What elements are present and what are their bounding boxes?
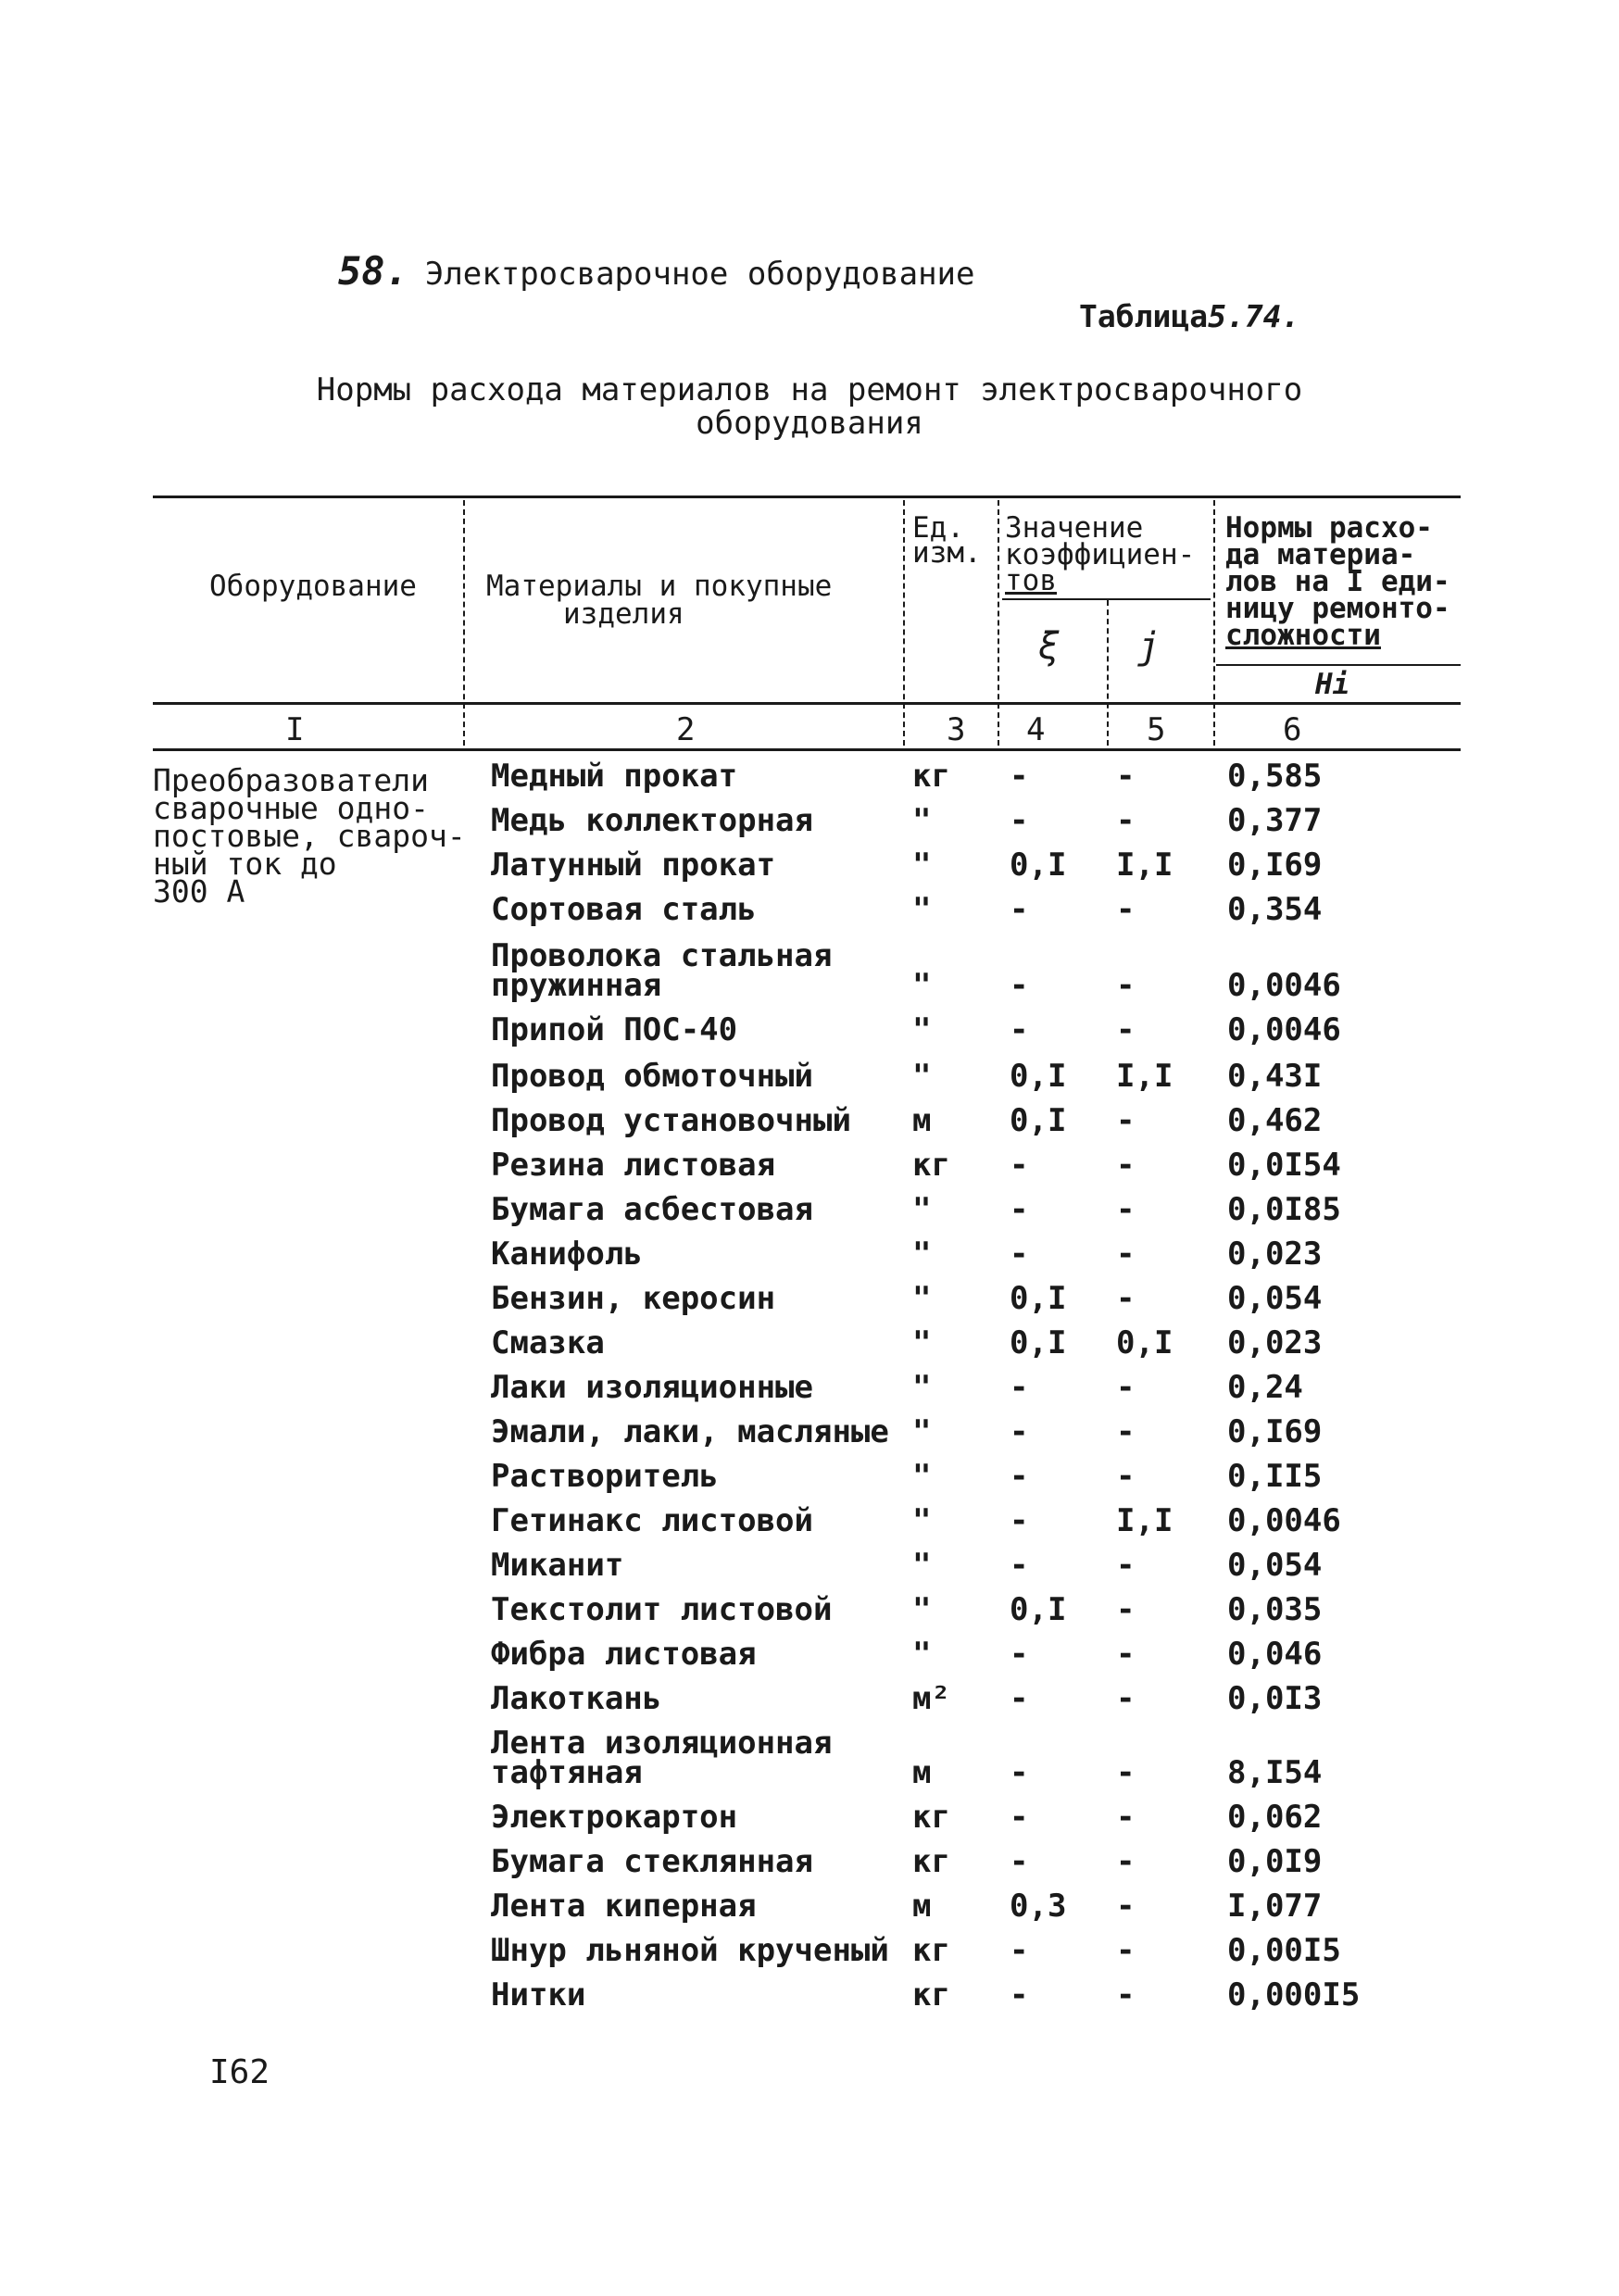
header-equipment: Оборудование (209, 570, 417, 603)
header-norm-line-1: Нормы расхо- (1225, 511, 1433, 545)
header-materials-line-2: изделия (563, 597, 684, 631)
material-name: Текстолит листовой (491, 1591, 833, 1628)
col-divider-5 (1213, 500, 1215, 746)
table-caption (0, 373, 1619, 440)
page-number: I62 (209, 2053, 270, 2091)
norm-cell: 0,000I5 (1227, 1976, 1361, 2014)
coef-xi-cell: - (1010, 1147, 1029, 1184)
norm-cell: 0,054 (1227, 1280, 1323, 1317)
coef-j-cell: - (1116, 758, 1136, 795)
section-heading (338, 248, 974, 294)
header-norm-line-3: лов на I еди- (1225, 565, 1450, 598)
coef-j-cell: - (1116, 1191, 1136, 1228)
coef-j-cell: - (1116, 1413, 1136, 1450)
unit-cell: кг (912, 1843, 950, 1880)
colnum-bottom-rule (153, 748, 1461, 751)
coef-xi-cell: - (1010, 1547, 1029, 1584)
material-cell (491, 758, 738, 795)
material-cell (491, 1058, 813, 1095)
coef-j-cell: - (1116, 802, 1136, 839)
unit-cell: " (912, 1369, 932, 1406)
material-cell (491, 1680, 662, 1717)
column-number-5: 5 (1147, 711, 1166, 748)
norm-cell: 0,585 (1227, 758, 1323, 795)
material-name: Миканит (491, 1547, 624, 1584)
material-name: Бумага стеклянная (491, 1843, 813, 1880)
material-name: Проволока стальная (491, 937, 833, 974)
coef-j-cell: - (1116, 1102, 1136, 1139)
coef-xi-cell: - (1010, 1799, 1029, 1836)
header-unit-line-2: изм. (912, 536, 982, 570)
coef-xi-cell: - (1010, 1458, 1029, 1495)
material-cell (491, 1888, 757, 1925)
header-coef-line-3: тов (1005, 564, 1057, 597)
norm-cell: 0,0046 (1227, 1502, 1341, 1539)
unit-cell: " (912, 1547, 932, 1584)
material-name: Электрокартон (491, 1799, 738, 1836)
material-name: Канифоль (491, 1236, 643, 1273)
table-label-prefix: Таблица (1079, 298, 1209, 334)
material-cell (491, 1147, 776, 1184)
material-name: Бензин, керосин (491, 1280, 776, 1317)
norm-cell: I,077 (1227, 1888, 1323, 1925)
material-cell (491, 1458, 719, 1495)
coef-j-cell: I,I (1116, 847, 1173, 884)
coef-j-cell: I,I (1116, 1502, 1173, 1539)
coef-xi-cell: - (1010, 1011, 1029, 1048)
material-cell (491, 1799, 738, 1836)
coef-xi-cell: 0,I (1010, 1102, 1067, 1139)
unit-cell: " (912, 1280, 932, 1317)
material-name: Лента изоляционная (491, 1725, 833, 1762)
coef-xi-cell: 0,3 (1010, 1888, 1067, 1925)
header-norm-symbol: Hi (1315, 668, 1350, 701)
coef-xi-cell: 0,I (1010, 1591, 1067, 1628)
norm-cell: 0,462 (1227, 1102, 1323, 1139)
header-norm-line-2: да материа- (1225, 538, 1416, 571)
norm-cell: 0,023 (1227, 1324, 1323, 1361)
material-name: Медный прокат (491, 758, 738, 795)
coef-j-cell: 0,I (1116, 1324, 1173, 1361)
norm-cell: 0,24 (1227, 1369, 1303, 1406)
norm-cell: 0,0I54 (1227, 1147, 1341, 1184)
header-materials-line-1: Материалы и покупные (486, 570, 833, 603)
coef-xi-cell: - (1010, 1236, 1029, 1273)
coef-j-cell: - (1116, 1591, 1136, 1628)
equipment-line-1: Преобразователи (153, 762, 430, 798)
coef-xi-cell: 0,I (1010, 1324, 1067, 1361)
coef-j-cell: - (1116, 1754, 1136, 1791)
table-top-rule (153, 496, 1461, 498)
unit-cell: " (912, 1458, 932, 1495)
equipment-line-2: сварочные одно- (153, 790, 430, 826)
coef-j-cell: - (1116, 1458, 1136, 1495)
coef-xi-cell: 0,I (1010, 1058, 1067, 1095)
header-bottom-rule (153, 702, 1461, 705)
material-name: Провод обмоточный (491, 1058, 813, 1095)
col-divider-4 (1107, 600, 1109, 746)
coef-j-cell: I,I (1116, 1058, 1173, 1095)
coef-j-cell: - (1116, 1888, 1136, 1925)
material-name: Эмали, лаки, масляные (491, 1413, 889, 1450)
material-name-line-2: пружинная (491, 967, 662, 1004)
coef-j-cell: - (1116, 1680, 1136, 1717)
coef-xi-cell: - (1010, 802, 1029, 839)
coef-j-cell: - (1116, 891, 1136, 928)
material-cell (491, 1191, 813, 1228)
section-title: Электросварочное оборудование (424, 256, 975, 293)
unit-cell: кг (912, 1976, 950, 2014)
norm-cell: 8,I54 (1227, 1754, 1323, 1791)
table-label (1079, 298, 1299, 334)
coef-xi-cell: - (1010, 1754, 1029, 1791)
coef-j-cell: - (1116, 1547, 1136, 1584)
material-name: Латунный прокат (491, 847, 776, 884)
norm-cell: 0,0046 (1227, 1011, 1341, 1048)
material-cell (491, 1502, 813, 1539)
header-col5-symbol: j (1137, 625, 1161, 668)
header-coef-line-1: Значение (1005, 511, 1144, 545)
unit-cell: " (912, 1236, 932, 1273)
coef-xi-cell: - (1010, 1413, 1029, 1450)
coef-xi-cell: - (1010, 1843, 1029, 1880)
equipment-line-4: ный ток до (153, 846, 337, 882)
material-cell (491, 1324, 605, 1361)
col-divider-3 (998, 500, 999, 746)
material-name: Резина листовая (491, 1147, 776, 1184)
coef-j-cell: - (1116, 1147, 1136, 1184)
coef-j-cell: - (1116, 1799, 1136, 1836)
unit-cell: " (912, 847, 932, 884)
material-cell (491, 1369, 813, 1406)
norm-cell: 0,354 (1227, 891, 1323, 928)
norm-cell: 0,054 (1227, 1547, 1323, 1584)
equipment-line-3: постовые, свароч- (153, 818, 466, 854)
equipment-line-5: 300 А (153, 873, 245, 910)
material-cell (491, 847, 776, 884)
header-col4-symbol: ξ (1037, 625, 1061, 668)
column-number-3: 3 (947, 711, 966, 748)
header-norm-line-5: сложности (1225, 619, 1381, 652)
caption-line-1: Нормы расхода материалов на ремонт электросварочного (316, 371, 1303, 408)
col-divider-2 (903, 500, 905, 746)
material-name: Сортовая сталь (491, 891, 757, 928)
unit-cell: " (912, 967, 932, 1004)
coef-xi-cell: - (1010, 1502, 1029, 1539)
material-name: Растворитель (491, 1458, 719, 1495)
unit-cell: " (912, 1191, 932, 1228)
unit-cell: м² (912, 1680, 950, 1717)
coef-xi-cell: - (1010, 758, 1029, 795)
unit-cell: " (912, 1502, 932, 1539)
material-name: Фибра листовая (491, 1636, 757, 1673)
material-cell (491, 1102, 851, 1139)
caption-line-2: оборудования (696, 405, 923, 442)
unit-cell: м (912, 1754, 932, 1791)
norm-cell: 0,0I9 (1227, 1843, 1323, 1880)
material-cell (491, 1843, 813, 1880)
material-cell (491, 1280, 776, 1317)
coef-xi-cell: - (1010, 1636, 1029, 1673)
unit-cell: кг (912, 1147, 950, 1184)
material-cell (491, 1011, 738, 1048)
unit-cell: кг (912, 1932, 950, 1969)
norm-subheader-rule (1216, 664, 1461, 666)
norm-cell: 0,I69 (1227, 847, 1323, 884)
norm-cell: 0,0I85 (1227, 1191, 1341, 1228)
material-cell (491, 1636, 757, 1673)
norm-cell: 0,023 (1227, 1236, 1323, 1273)
table-label-number: 5.74. (1208, 298, 1300, 334)
coef-j-cell: - (1116, 1236, 1136, 1273)
coef-xi-cell: - (1010, 891, 1029, 928)
coef-j-cell: - (1116, 967, 1136, 1004)
unit-cell: " (912, 1591, 932, 1628)
unit-cell: " (912, 1636, 932, 1673)
norm-cell: 0,II5 (1227, 1458, 1323, 1495)
column-number-4: 4 (1026, 711, 1046, 748)
unit-cell: " (912, 802, 932, 839)
unit-cell: " (912, 1011, 932, 1048)
col-divider-1 (463, 500, 465, 746)
material-name: Припой ПОС-40 (491, 1011, 738, 1048)
coef-xi-cell: 0,I (1010, 1280, 1067, 1317)
coef-j-cell: - (1116, 1976, 1136, 2014)
column-number-1: I (285, 711, 305, 748)
material-cell (491, 1236, 643, 1273)
coef-xi-cell: - (1010, 1680, 1029, 1717)
header-coef-line-2: коэффициен- (1005, 538, 1196, 571)
coef-xi-cell: 0,I (1010, 847, 1067, 884)
material-name: Гетинакс листовой (491, 1502, 813, 1539)
material-cell (491, 937, 833, 1004)
material-name: Шнур льняной крученый (491, 1932, 889, 1969)
material-name-line-2: тафтяная (491, 1754, 643, 1791)
unit-cell: " (912, 891, 932, 928)
material-cell (491, 1932, 889, 1969)
norm-cell: 0,00I5 (1227, 1932, 1341, 1969)
coef-j-cell: - (1116, 1369, 1136, 1406)
coef-xi-cell: - (1010, 967, 1029, 1004)
material-name: Провод установочный (491, 1102, 851, 1139)
norm-cell: 0,0I3 (1227, 1680, 1323, 1717)
norm-cell: 0,035 (1227, 1591, 1323, 1628)
coef-j-cell: - (1116, 1843, 1136, 1880)
norm-cell: 0,43I (1227, 1058, 1323, 1095)
coef-j-cell: - (1116, 1011, 1136, 1048)
column-number-2: 2 (676, 711, 696, 748)
unit-cell: м (912, 1102, 932, 1139)
material-cell (491, 1547, 624, 1584)
unit-cell: " (912, 1324, 932, 1361)
coef-j-cell: - (1116, 1636, 1136, 1673)
material-name: Лакоткань (491, 1680, 662, 1717)
material-name: Лента киперная (491, 1888, 757, 1925)
column-number-6: 6 (1283, 711, 1302, 748)
material-name: Нитки (491, 1976, 586, 2014)
unit-cell: кг (912, 758, 950, 795)
norm-cell: 0,046 (1227, 1636, 1323, 1673)
coef-j-cell: - (1116, 1280, 1136, 1317)
material-cell (491, 1413, 889, 1450)
norm-cell: 0,377 (1227, 802, 1323, 839)
norm-cell: 0,I69 (1227, 1413, 1323, 1450)
material-name: Смазка (491, 1324, 605, 1361)
coef-xi-cell: - (1010, 1932, 1029, 1969)
material-name: Лаки изоляционные (491, 1369, 813, 1406)
section-number: 58. (338, 248, 408, 294)
norm-cell: 0,062 (1227, 1799, 1323, 1836)
material-name: Медь коллекторная (491, 802, 813, 839)
material-cell (491, 1976, 586, 2014)
material-cell (491, 891, 757, 928)
material-cell (491, 1725, 833, 1791)
unit-cell: " (912, 1058, 932, 1095)
material-name: Бумага асбестовая (491, 1191, 813, 1228)
coef-j-cell: - (1116, 1932, 1136, 1969)
norm-cell: 0,0046 (1227, 967, 1341, 1004)
header-unit-line-1: Ед. (912, 511, 964, 545)
coef-xi-cell: - (1010, 1191, 1029, 1228)
material-cell (491, 1591, 833, 1628)
unit-cell: кг (912, 1799, 950, 1836)
equipment-cell (153, 762, 466, 910)
coef-xi-cell: - (1010, 1369, 1029, 1406)
unit-cell: м (912, 1888, 932, 1925)
coef-xi-cell: - (1010, 1976, 1029, 2014)
material-cell (491, 802, 813, 839)
unit-cell: " (912, 1413, 932, 1450)
header-norm-line-4: ницу ремонто- (1225, 592, 1450, 625)
